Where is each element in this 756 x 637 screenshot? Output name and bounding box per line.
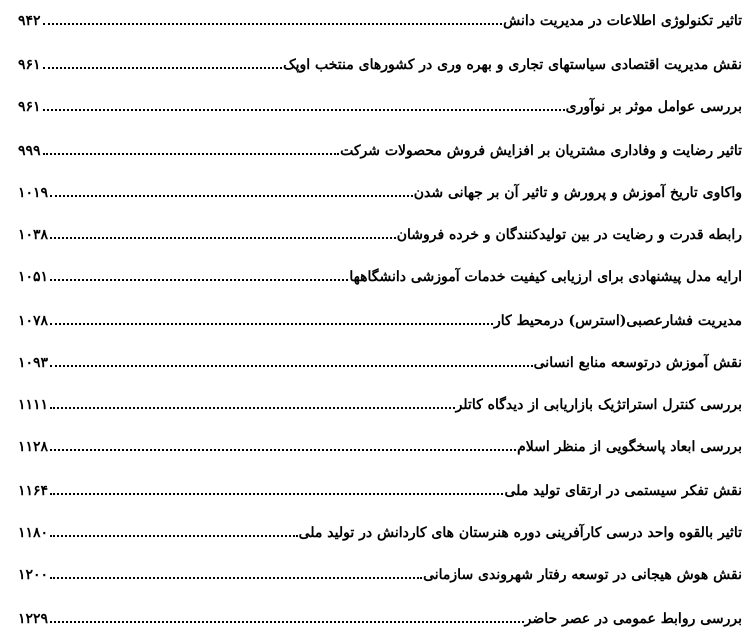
toc-entry-title: نقش مدیریت اقتصادی سیاستهای تجاری و بهره وری در کشورهای منتخب اوپک [283, 57, 742, 73]
toc-page-number: ۱۲۲۹ [18, 611, 49, 627]
toc-page-number: ۱۰۱۹ [18, 185, 49, 201]
toc-page-number: ۹۹۹ [18, 143, 41, 159]
toc-page-number: ۱۰۷۸ [18, 313, 49, 329]
toc-entry[interactable] [18, 386, 742, 414]
toc-page-number: ۹۴۲ [18, 13, 41, 29]
toc-entry[interactable] [18, 46, 742, 74]
toc-entry-title: نقش هوش هیجانی در توسعه رفتار شهروندی سازمانی [423, 567, 742, 583]
toc-dot-leader [43, 67, 283, 69]
toc-dot-leader [43, 153, 340, 155]
toc-page-number: ۱۲۰۰ [18, 567, 49, 583]
toc-entry[interactable] [18, 600, 742, 628]
toc-dot-leader [50, 577, 422, 579]
toc-entry-title: بررسی کنترل استراتژیک بازاریابی از دیدگاه کاتلر [455, 397, 742, 413]
toc-page-number: ۱۰۹۳ [18, 355, 49, 371]
toc-dot-leader [50, 621, 524, 623]
toc-dot-leader [50, 535, 298, 537]
toc-dot-leader [50, 195, 413, 197]
toc-entry[interactable] [18, 216, 742, 244]
toc-entry[interactable] [18, 428, 742, 456]
toc-dot-leader [50, 323, 493, 325]
toc-page-number: ۱۱۱۱ [18, 397, 49, 413]
toc-entry[interactable] [18, 344, 742, 372]
toc-page-number: ۱۱۸۰ [18, 525, 49, 541]
toc-entry[interactable] [18, 514, 742, 542]
toc-dot-leader [50, 493, 503, 495]
toc-entry-title: تاثیر تکنولوژی اطلاعات در مدیریت دانش [503, 13, 742, 29]
toc-entry-title: نقش تفکر سیستمی در ارتقای تولید ملی [504, 483, 742, 499]
toc-dot-leader [43, 109, 565, 111]
toc-entry[interactable] [18, 88, 742, 116]
toc-entry[interactable] [18, 132, 742, 160]
toc-entry[interactable] [18, 302, 742, 330]
toc-entry-title: رابطه قدرت و رضایت در بین تولیدکنندگان و خرده فروشان [396, 227, 742, 243]
toc-dot-leader [50, 407, 454, 409]
toc-entry-title: تاثیر بالقوه واحد درسی کارآفرینی دوره هنرستان های کاردانش در تولید ملی [298, 525, 742, 541]
toc-entry-title: بررسی ابعاد پاسخگویی از منظر اسلام [517, 439, 742, 455]
toc-entry[interactable] [18, 472, 742, 500]
toc-dot-leader [50, 449, 516, 451]
toc-dot-leader [50, 365, 533, 367]
toc-entry[interactable] [18, 174, 742, 202]
toc-entry[interactable] [18, 556, 742, 584]
toc-dot-leader [43, 23, 503, 25]
toc-entry-title: مدیریت فشارعصبی(استرس) درمحیط کار [494, 313, 742, 329]
toc-entry-title: ارایه مدل پیشنهادی برای ارزیابی کیفیت خدمات آموزشی دانشگاهها [349, 269, 742, 285]
toc-entry-title: بررسی عوامل موثر بر نوآوری [565, 99, 742, 115]
toc-entry[interactable] [18, 258, 742, 286]
toc-entry[interactable] [18, 2, 742, 30]
toc-page-number: ۱۱۶۴ [18, 483, 49, 499]
toc-page-number: ۹۶۱ [18, 57, 41, 73]
toc-page-number: ۱۰۵۱ [18, 269, 49, 285]
toc-entry-title: نقش آموزش درتوسعه منابع انسانی [533, 355, 742, 371]
toc-page-number: ۱۱۲۸ [18, 439, 49, 455]
toc-dot-leader [50, 279, 348, 281]
toc-entry-title: واکاوی تاریخ آموزش و پرورش و تاثیر آن بر جهانی شدن [413, 185, 742, 201]
toc-entry-title: تاثیر رضایت و وفاداری مشتریان بر افزایش فروش محصولات شرکت [340, 143, 742, 159]
toc-dot-leader [50, 237, 396, 239]
toc-page-number: ۱۰۳۸ [18, 227, 49, 243]
toc-page-number: ۹۶۱ [18, 99, 41, 115]
toc-entry-title: بررسی روابط عمومی در عصر حاضر [524, 611, 742, 627]
